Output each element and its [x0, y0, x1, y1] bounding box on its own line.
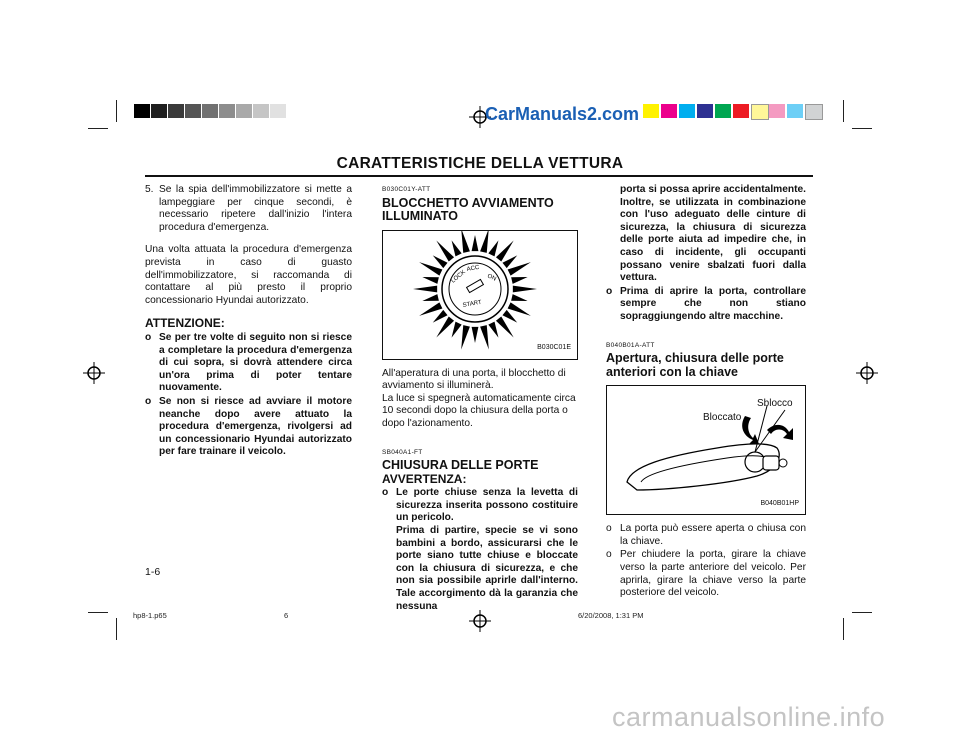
- crop-mark: [843, 100, 844, 122]
- light-ray: [413, 285, 437, 292]
- page-number: 1-6: [145, 566, 161, 578]
- light-ray: [496, 240, 514, 261]
- light-ray: [419, 262, 442, 276]
- color-swatch: [715, 104, 731, 118]
- footer-file: hp8-1.p65: [133, 611, 167, 620]
- color-swatch: [805, 104, 823, 120]
- light-ray: [461, 325, 470, 349]
- list-item: o Per chiudere la porta, girare la chiave verso la parte anteriore del veicolo. Per aprirla, girare la chiave verso la parte posteriore del veicolo.: [606, 549, 806, 599]
- light-ray: [422, 277, 439, 284]
- color-swatch: [185, 104, 201, 118]
- warning-continuation: porta si possa aprire accidentalmente. Inoltre, se utilizzata in combinazione con l'uso adeguato delle cinture di sicurezza, la chiusura di sicurezza delle porte aiuta ad impedire che, in caso di incidente, gli occupanti possano venire sbalzati fuori dalla vettura.: [620, 184, 806, 284]
- lock-label: Bloccato: [703, 412, 742, 424]
- registration-mark-icon: [83, 362, 105, 384]
- section-heading: CHIUSURA DELLE PORTE: [382, 458, 539, 473]
- paragraph: La luce si spegnerà automaticamente circa 10 secondi dopo la chiusura della porta o dopo l'azionamento.: [382, 392, 576, 429]
- color-swatch: [134, 104, 150, 118]
- crop-mark: [116, 618, 117, 640]
- light-ray: [511, 277, 528, 284]
- color-swatch: [151, 104, 167, 118]
- title-rule: [145, 175, 813, 177]
- light-ray: [472, 326, 479, 342]
- paragraph: Una volta attuata la procedura d'emergenza prevista in caso di guasto dell'immobilizzatore, si raccomanda di contattare al più presto il proprio concessionario Hyundai autorizzato.: [145, 244, 352, 306]
- figure-code: B030C01E: [537, 344, 571, 351]
- light-ray: [452, 321, 462, 337]
- light-ray: [433, 310, 448, 323]
- figure-code: B040B01HP: [760, 499, 799, 507]
- crop-mark: [88, 128, 108, 129]
- color-swatch: [270, 104, 286, 118]
- light-ray: [433, 255, 448, 268]
- column-right: [606, 184, 806, 600]
- color-swatch: [733, 104, 749, 118]
- light-ray: [461, 231, 470, 253]
- watermark-logo: CarManuals2.com: [485, 104, 640, 124]
- svg-text:START: START: [462, 299, 483, 309]
- attention-heading: ATTENZIONE:: [145, 316, 225, 331]
- footer-date: 6/20/2008, 1:31 PM: [578, 611, 644, 620]
- color-swatch: [253, 104, 269, 118]
- light-ray: [472, 235, 479, 251]
- light-ray: [436, 240, 454, 261]
- color-swatch: [643, 104, 659, 118]
- light-ray: [508, 262, 531, 276]
- light-ray: [452, 240, 462, 256]
- color-swatch: [769, 104, 785, 118]
- light-ray: [502, 255, 517, 268]
- section-heading: Apertura, chiusura delle porte anteriori con la chiave: [606, 351, 784, 379]
- unlock-label: Sblocco: [757, 398, 793, 410]
- light-ray: [422, 294, 439, 301]
- door-key-figure: [606, 385, 806, 515]
- paragraph: All'aperatura di una porta, il blocchetto di avviamento si illuminerà.: [382, 367, 566, 392]
- color-swatch: [679, 104, 695, 118]
- registration-mark-icon: [469, 610, 491, 632]
- color-swatch: [787, 104, 803, 118]
- ignition-switch-illustration: [383, 231, 577, 359]
- svg-text:ON: ON: [486, 272, 497, 283]
- svg-text:LOCK: LOCK: [450, 269, 467, 285]
- light-ray: [513, 285, 537, 292]
- crop-mark: [852, 612, 872, 613]
- footer-page: 6: [284, 611, 289, 620]
- section-heading: BLOCCHETTO AVVIAMENTO ILLUMINATO: [382, 195, 554, 224]
- light-ray: [502, 310, 517, 323]
- light-ray: [488, 240, 498, 256]
- color-swatch: [168, 104, 184, 118]
- light-ray: [480, 231, 489, 253]
- attention-bullet: o Se per tre volte di seguito non si riesce a completare la procedura d'emergenza di cui sopra, si dovrà attendere circa un'ora prima di poter tentare nuovamente.: [145, 331, 352, 394]
- page-title: CARATTERISTICHE DELLA VETTURA: [336, 155, 624, 172]
- light-ray: [436, 316, 454, 337]
- section-code: SB040A1-FT: [382, 448, 423, 456]
- color-swatch: [202, 104, 218, 118]
- svg-text:ACC: ACC: [466, 264, 480, 273]
- light-ray: [488, 321, 498, 337]
- attention-bullet: o Se non si riesce ad avviare il motore neanche dopo avere attuato la procedura d'emergenza, rivolgersi ad un concessionario Hyundai autorizzato per fare trainare il veicolo.: [145, 395, 352, 458]
- light-ray: [496, 316, 514, 337]
- color-swatch: [661, 104, 677, 118]
- color-swatch: [697, 104, 713, 118]
- color-swatch: [751, 104, 769, 120]
- light-ray: [511, 294, 528, 301]
- color-swatch: [236, 104, 252, 118]
- color-swatch: [219, 104, 235, 118]
- light-ray: [419, 302, 442, 316]
- column-left: [145, 184, 352, 459]
- section-code: B040B01A-ATT: [606, 341, 655, 349]
- list-item: o La porta può essere aperta o chiusa con la chiave.: [606, 523, 806, 547]
- warning-bullet: o Le porte chiuse senza la levetta di sicurezza inserita possono costituire un pericolo. Prima di partire, specie se vi sono bambini a bordo, assicurarsi che le porte siano tutte chiuse e bloccate con la chiusura di sicurezza, e che non sia possibile aprirle dall'interno. Tale accorgimento dà la garanzia che nessuna: [382, 487, 578, 612]
- crop-mark: [116, 100, 117, 122]
- numbered-item: [145, 184, 352, 234]
- registration-mark-icon: [856, 362, 878, 384]
- crop-mark: [852, 128, 872, 129]
- warning-heading: AVVERTENZA:: [382, 471, 467, 486]
- section-code: B030C01Y-ATT: [382, 186, 431, 193]
- bottom-watermark: carmanualsonline.info: [612, 702, 886, 732]
- item-text: Se la spia dell'immobilizzatore si mette a lampeggiare per cinque secondi, è necessario ripetere dall'inizio l'intera procedura d'emergenza.: [159, 184, 352, 233]
- item-number: 5.: [145, 184, 154, 195]
- column-middle: [382, 184, 578, 613]
- crop-mark: [843, 618, 844, 640]
- crop-mark: [88, 612, 108, 613]
- warning-bullet: o Prima di aprire la porta, controllare sempre che non stiano sopraggiungendo altre macchine.: [606, 285, 806, 322]
- light-ray: [480, 325, 489, 349]
- ignition-figure: [382, 230, 578, 360]
- light-ray: [508, 302, 531, 316]
